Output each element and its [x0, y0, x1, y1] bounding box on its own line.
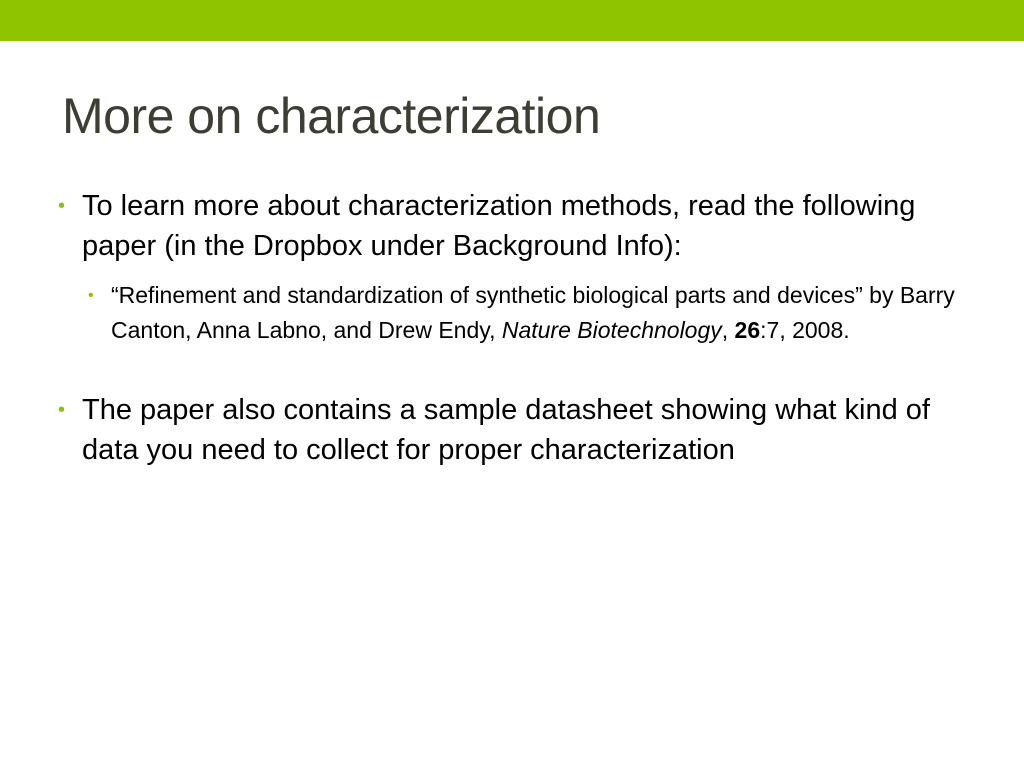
bullet-text: The paper also contains a sample datasheet showing what kind of data you need to collect for proper characterization — [82, 394, 930, 466]
bullet-icon: • — [58, 399, 66, 421]
citation-comma: , — [721, 317, 735, 343]
bullet-icon: • — [58, 195, 66, 217]
citation-prefix: “Refinement and standardization of synthetic biological parts and devices” by Barry Canton, Anna Labno, and Drew Endy, — [111, 282, 955, 343]
sub-bullet-citation — [88, 278, 958, 348]
top-accent-bar — [0, 0, 1024, 41]
bullet-text: To learn more about characterization methods, read the following paper (in the Dropbox under Background Info): — [82, 190, 916, 262]
bullet-item-1 — [58, 186, 958, 266]
bullet-item-2 — [58, 390, 958, 470]
sub-bullet-icon: • — [88, 287, 94, 304]
bullet-spacer — [58, 348, 958, 390]
citation-journal: Nature Biotechnology — [501, 317, 722, 343]
citation-volume: 26 — [734, 317, 761, 343]
slide-content — [58, 186, 958, 470]
citation-rest: :7, 2008. — [760, 317, 850, 343]
slide-title: More on characterization — [62, 88, 601, 144]
